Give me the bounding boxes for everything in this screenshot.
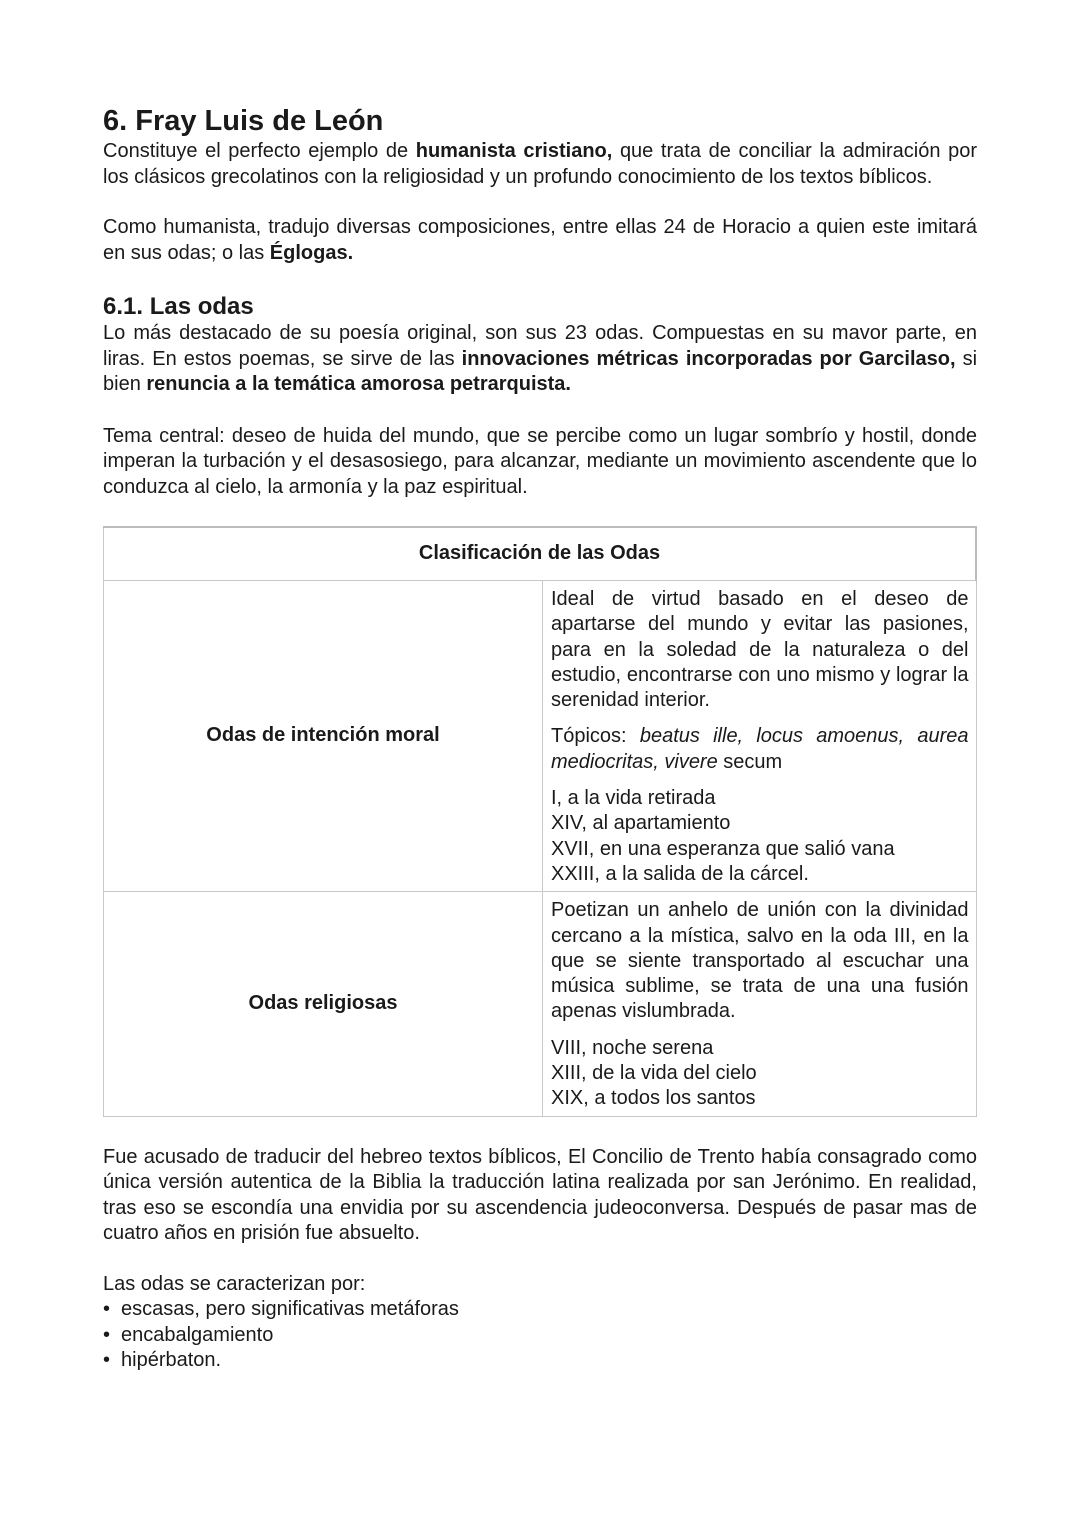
humanist-paragraph: Como humanista, tradujo diversas composiciones, entre ellas 24 de Horacio a quien este imitará en sus odas; o las Églogas.: [103, 216, 977, 264]
row-desc-religious: Poetizan un anhelo de unión con la divinidad cercano a la mística, salvo en la oda III, en la que se siente transportado al escuchar una música sublime, se trata de una una fusión apenas vislumbrada. VIII, noche serena XIII, de la vida del cielo XIX, a todos los santos: [543, 892, 977, 1116]
ode-item: XVII, en una esperanza que salió vana: [551, 837, 895, 860]
table-row: [104, 581, 977, 892]
odes-classification-table: [103, 526, 977, 1117]
trial-paragraph: Fue acusado de traducir del hebreo textos bíblicos, El Concilio de Trento había consagrado como única versión autentica de la Biblia la traducción latina realizada por san Jerónimo. En realidad, tras eso se escondía una envidia por su ascendencia judeoconversa. Después de pasar mas de cuatro años en prisión fue absuelto.: [103, 1145, 977, 1245]
tema-central-paragraph: Tema central: deseo de huida del mundo, que se percibe como un lugar sombrío y hostil, donde imperan la turbación y el desasosiego, para alcanzar, mediante un movimiento ascendente que lo conduzca al cielo, la armonía y la paz espiritual.: [103, 424, 977, 498]
list-item: • hipérbaton.: [103, 1348, 977, 1374]
row-label-religious: Odas religiosas: [104, 892, 543, 1116]
topicos: Tópicos: beatus ille, locus amoenus, aurea mediocritas, vivere secum: [551, 725, 969, 773]
odas-paragraph: Lo más destacado de su poesía original, son sus 23 odas. Compuestas en su mavor parte, en liras. En estos poemas, se sirve de las innovaciones métricas incorporadas por Garcilaso, si bien renuncia a la temática amorosa petrarquista.: [103, 322, 978, 395]
intro-paragraph: Constituye el perfecto ejemplo de humanista cristiano, que trata de conciliar la admiración por los clásicos grecolatinos con la religiosidad y un profundo conocimiento de los textos bíblicos.: [103, 140, 977, 188]
subsection-title: 6.1. Las odas: [103, 293, 254, 320]
section-title: 6. Fray Luis de León: [103, 105, 384, 137]
features-intro: Las odas se caracterizan por:: [103, 1272, 366, 1295]
features-list: [103, 1297, 977, 1374]
ode-item: XIII, de la vida del cielo: [551, 1062, 757, 1085]
ode-item: VIII, noche serena: [551, 1036, 714, 1059]
table-row: [104, 892, 977, 1116]
row-label-moral: Odas de intención moral: [104, 581, 543, 892]
ode-item: XIX, a todos los santos: [551, 1087, 756, 1110]
ode-item: XIV, al apartamiento: [551, 812, 731, 835]
ode-item: I, a la vida retirada: [551, 787, 716, 810]
list-item: • escasas, pero significativas metáforas: [103, 1297, 977, 1323]
document-page: [103, 104, 977, 1374]
list-item: • encabalgamiento: [103, 1323, 977, 1349]
highlight-eglogas: Églogas.: [269, 241, 354, 264]
ode-item: XXIII, a la salida de la cárcel.: [551, 862, 809, 885]
table-header: Clasificación de las Odas: [104, 527, 977, 581]
highlight-humanista: humanista cristiano,: [415, 140, 613, 162]
row-desc-moral: Ideal de virtud basado en el deseo de apartarse del mundo y evitar las pasiones, para en la soledad de la naturaleza o del estudio, encontrarse con uno mismo y lograr la serenidad interior. Tópicos: beatus ille, locus amoenus, aurea mediocritas, vivere secum I, a la vida retirada XIV, al apartamiento XVII, en una esperanza que salió vana XXIII, a la salida de la cárcel.: [543, 581, 977, 892]
